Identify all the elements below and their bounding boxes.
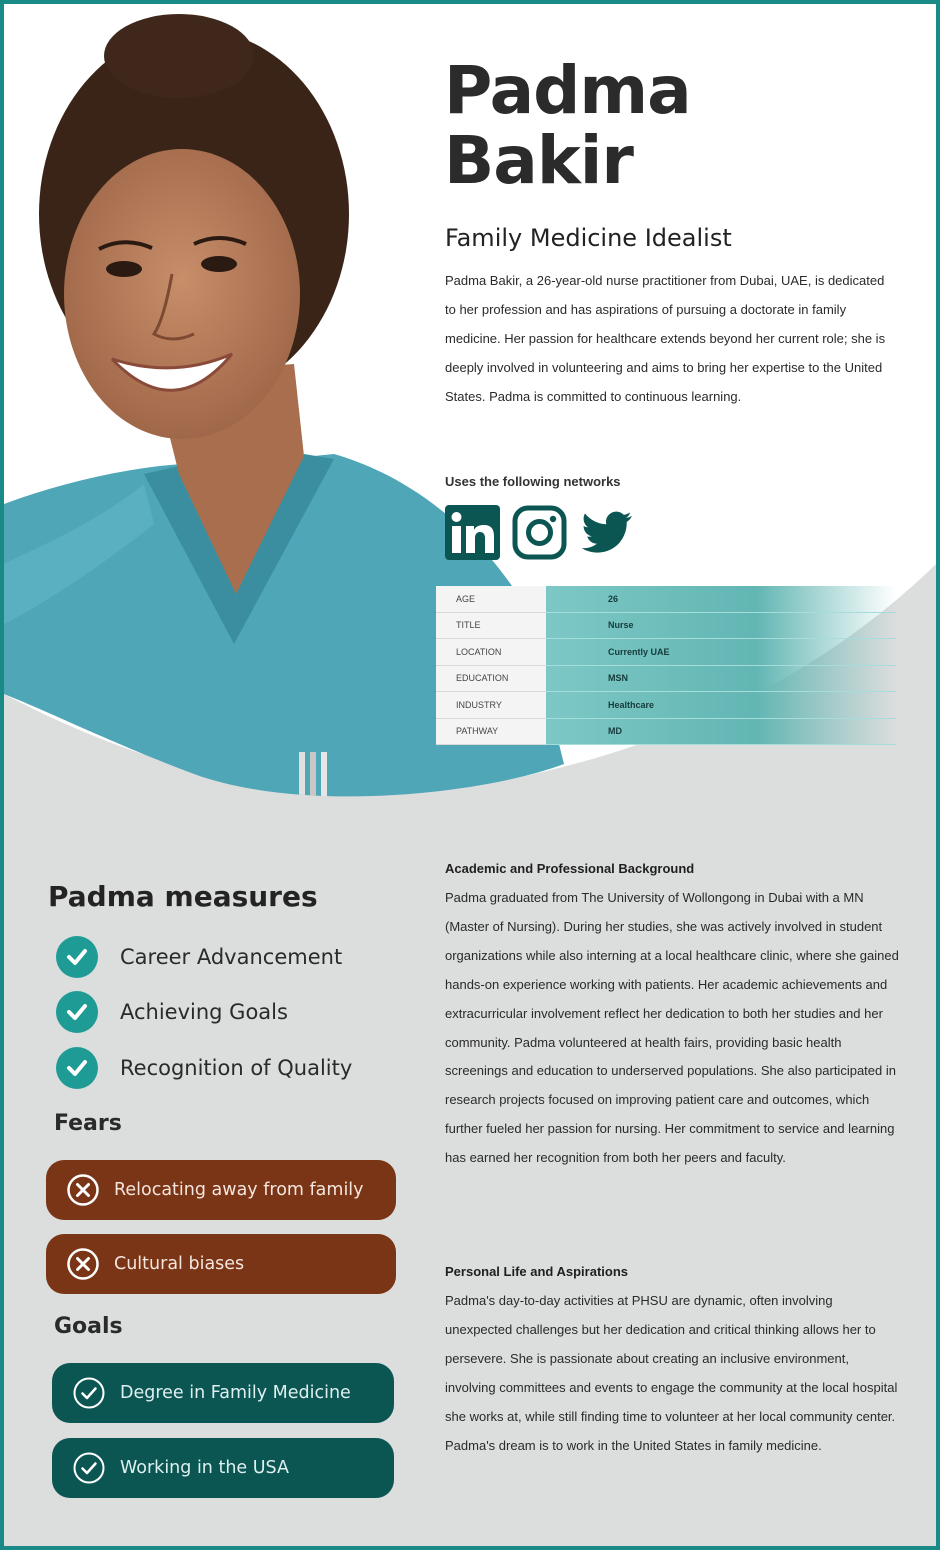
measure-item [56,1047,352,1089]
x-circle-icon [66,1247,100,1281]
info-table [436,582,896,746]
personal-text: Padma's day-to-day activities at PHSU are dynamic, often involving unexpected challenges but her dedication and critical thinking allows her to persevere. She is passionate about creating an inclusive environment, involving committees and events to engage the community at the local hospital she works at, while still finding time to volunteer at her local community center. Padma's dream is to work in the United States in family medicine. [445,1293,898,1453]
network-icons [444,504,635,561]
goal-label: Degree in Family Medicine [120,1383,351,1403]
last-name: Bakir [444,122,633,199]
info-row-location [436,639,896,666]
info-value: 26 [546,586,896,613]
twitter-icon[interactable] [578,504,635,561]
measures-title: Padma measures [48,880,318,913]
fears-title: Fears [54,1111,122,1136]
goal-pill [52,1363,394,1423]
check-circle-icon [56,1047,98,1089]
measure-label: Recognition of Quality [120,1056,353,1080]
fear-label: Cultural biases [114,1254,245,1274]
check-circle-outline-icon [72,1376,106,1410]
background-title: Academic and Professional Background [445,861,695,876]
goal-pill [52,1438,394,1498]
info-value: Nurse [546,613,896,640]
instagram-icon[interactable] [511,504,568,561]
check-circle-icon [56,936,98,978]
persona-name [444,52,691,199]
measure-item [56,936,342,978]
check-circle-outline-icon [72,1451,106,1485]
info-key: PATHWAY [436,719,546,746]
linkedin-icon[interactable] [444,504,501,561]
info-row-education [436,666,896,693]
measure-item [56,991,288,1033]
measure-label: Achieving Goals [120,1000,288,1024]
goal-label: Working in the USA [120,1458,289,1478]
persona-card [4,4,936,1546]
fear-pill [46,1234,396,1294]
info-key: TITLE [436,613,546,640]
info-key: LOCATION [436,639,546,666]
info-key: INDUSTRY [436,692,546,719]
info-value: Currently UAE [546,639,896,666]
fear-label: Relocating away from family [114,1180,364,1200]
first-name: Padma [444,52,691,129]
info-row-age [436,586,896,613]
info-row-pathway [436,719,896,746]
x-circle-icon [66,1173,100,1207]
fear-pill [46,1160,396,1220]
info-row-title [436,613,896,640]
background-text: Padma graduated from The University of Wollongong in Dubai with a MN (Master of Nursing). During her studies, she was actively involved in student organizations while also interning at a local healthcare clinic, where she gained hands-on experience working with patients. Her academic achievements and extracurricular involvement reflect her dedication to both her studies and her community. Padma volunteered at health fairs, providing basic health screenings and education to underserved populations. She also participated in research projects focused on improving patient care and outcomes, which further fueled her passion for nursing. Her commitment to service and learning has earned her recognition from both her peers and faculty. [445,890,899,1166]
info-value: MSN [546,666,896,693]
persona-title: Family Medicine Idealist [445,224,732,252]
info-key: EDUCATION [436,666,546,693]
info-row-industry [436,692,896,719]
personal-title: Personal Life and Aspirations [445,1264,629,1279]
networks-label: Uses the following networks [445,474,621,489]
persona-bio: Padma Bakir, a 26-year-old nurse practitioner from Dubai, UAE, is dedicated to her profession and has aspirations of pursuing a doctorate in family medicine. Her passion for healthcare extends beyond her current role; she is deeply involved in volunteering and aims to bring her expertise to the United States. Padma is committed to continuous learning. [445,273,886,404]
info-value: MD [546,719,896,746]
info-key: AGE [436,586,546,613]
goals-title: Goals [54,1314,123,1339]
info-value: Healthcare [546,692,896,719]
measure-label: Career Advancement [120,945,343,969]
check-circle-icon [56,991,98,1033]
